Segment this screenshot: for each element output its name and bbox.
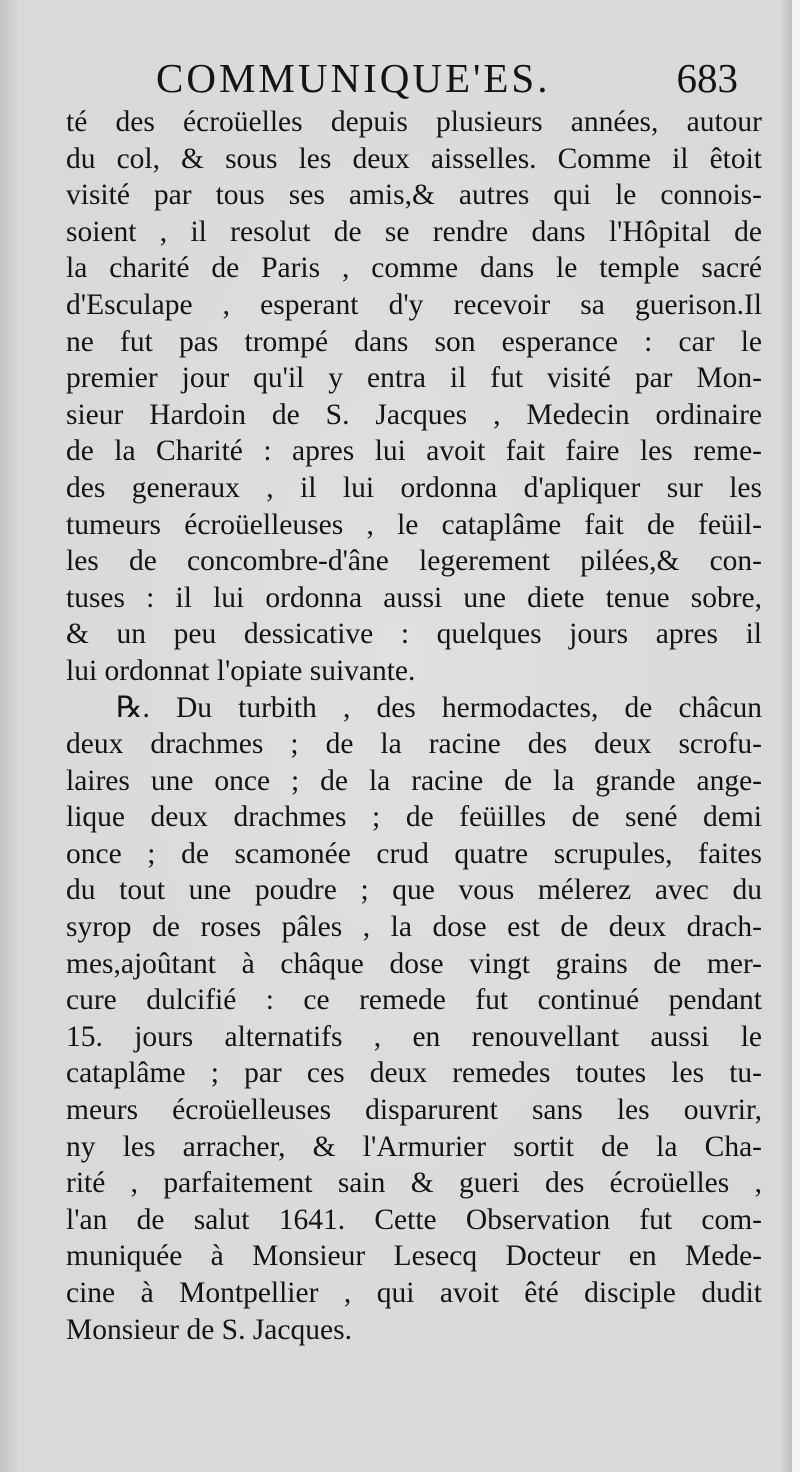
text-line: ne fut pas trompé dans son esperance : car le bbox=[66, 325, 762, 358]
recipe-line: ℞. Du turbith , des hermodactes, de châcun bbox=[116, 691, 762, 724]
text-line: cure dulcifié : ce remede fut continué pendant bbox=[66, 984, 762, 1017]
text-line: tuses : il lui ordonna aussi une diete tenue sobre, bbox=[66, 581, 762, 614]
body-text bbox=[66, 104, 762, 1348]
text-line: premier jour qu'il y entra il fut visité par Mon- bbox=[66, 362, 762, 395]
text-line: once ; de scamonée crud quatre scrupules, faites bbox=[66, 837, 762, 870]
page-header bbox=[150, 52, 750, 108]
text-line: mes,ajoûtant à châque dose vingt grains de mer- bbox=[66, 947, 762, 980]
text-line: meurs écroüelleuses disparurent sans les ouvrir, bbox=[66, 1094, 762, 1127]
page-number: 683 bbox=[676, 55, 738, 101]
text-line: cataplâme ; par ces deux remedes toutes les tu- bbox=[66, 1057, 762, 1090]
text-line: ny les arracher, & l'Armurier sortit de la Cha- bbox=[66, 1130, 762, 1163]
text-line: té des écroüelles depuis plusieurs années, autour bbox=[66, 106, 762, 138]
text-line: l'an de salut 1641. Cette Observation fut com- bbox=[66, 1203, 762, 1236]
running-head: COMMUNIQUE'ES. bbox=[156, 55, 551, 101]
text-line: lui ordonnat l'opiate suivante. bbox=[66, 654, 416, 687]
text-line: visité par tous ses amis,& autres qui le connois- bbox=[66, 179, 762, 212]
text-line: sieur Hardoin de S. Jacques , Medecin ordinaire bbox=[66, 398, 762, 431]
text-line: des generaux , il lui ordonna d'apliquer sur les bbox=[66, 471, 762, 504]
text-line: deux drachmes ; de la racine des deux scrofu- bbox=[66, 728, 762, 761]
text-line: lique deux drachmes ; de feüilles de sené demi bbox=[66, 801, 762, 834]
text-line: 15. jours alternatifs , en renouvellant aussi le bbox=[66, 1020, 762, 1053]
text-line: tumeurs écroüelleuses , le cataplâme fait de feüil- bbox=[66, 508, 762, 541]
text-line: d'Esculape , esperant d'y recevoir sa guerison.Il bbox=[66, 288, 762, 321]
text-line: & un peu dessicative : quelques jours apres il bbox=[66, 618, 762, 651]
text-line: laires une once ; de la racine de la grande ange- bbox=[66, 764, 762, 797]
text-line: du tout une poudre ; que vous mélerez avec du bbox=[66, 874, 762, 907]
text-line: syrop de roses pâles , la dose est de deux drach- bbox=[66, 911, 762, 944]
text-line: soient , il resolut de se rendre dans l'Hôpital de bbox=[66, 215, 762, 248]
text-line: rité , parfaitement sain & gueri des écroüelles , bbox=[66, 1167, 762, 1200]
page-edge bbox=[792, 0, 800, 1472]
text-line: les de concombre-d'âne legerement pilées,& con- bbox=[66, 545, 762, 578]
text-line: de la Charité : apres lui avoit fait faire les reme- bbox=[66, 435, 762, 468]
text-line: Monsieur de S. Jacques. bbox=[66, 1313, 352, 1346]
text-line: cine à Montpellier , qui avoit êté disciple dudit bbox=[66, 1277, 762, 1309]
text-line: du col, & sous les deux aisselles. Comme il êtoit bbox=[66, 142, 762, 175]
text-line: muniquée à Monsieur Lesecq Docteur en Mede- bbox=[66, 1240, 762, 1273]
text-line: la charité de Paris , comme dans le temple sacré bbox=[66, 252, 762, 285]
